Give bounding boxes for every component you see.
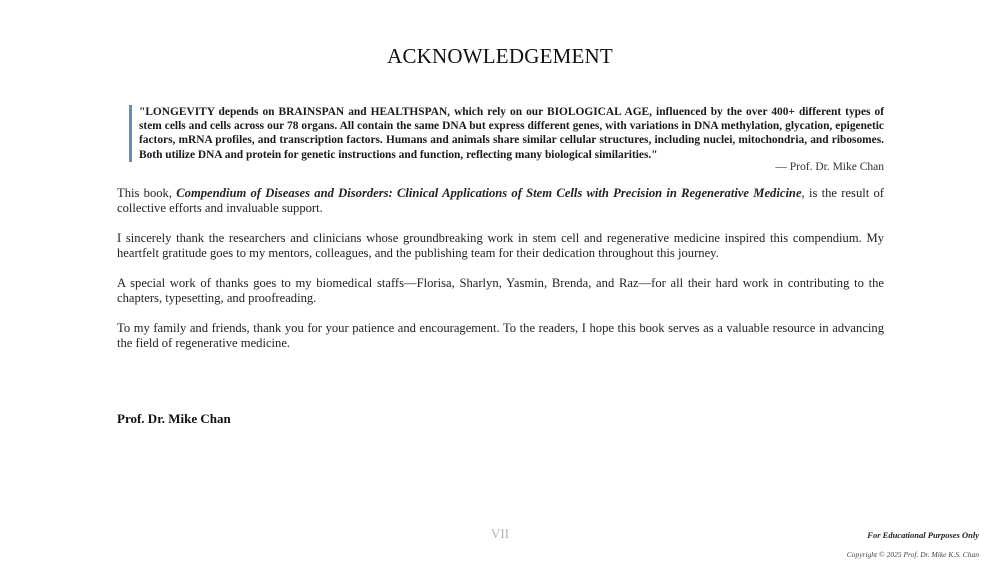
page-number: VII [490, 526, 510, 541]
quote-attribution: — Prof. Dr. Mike Chan [775, 161, 884, 173]
paragraph-intro-lead: This book, [117, 186, 177, 200]
footer-note: For Educational Purposes Only [867, 530, 979, 540]
book-title: Compendium of Diseases and Disorders: Clinical Applications of Stem Cells with Precision in Regenerative Medicine [176, 186, 802, 200]
signature: Prof. Dr. Mike Chan [117, 411, 231, 426]
paragraph-intro [117, 186, 884, 216]
paragraph-family: To my family and friends, thank you for your patience and encouragement. To the readers, I hope this book serves as a valuable resource in advancing the field of regenerative medicine. [117, 321, 884, 351]
paragraph-researchers: I sincerely thank the researchers and clinicians whose groundbreaking work in stem cell and regenerative medicine inspired this compendium. My heartfelt gratitude goes to my mentors, colleagues, and the publishing team for their dedication throughout this journey. [117, 231, 884, 261]
page-title: ACKNOWLEDGEMENT [387, 44, 613, 68]
paragraph-staff: A special work of thanks goes to my biomedical staffs—Florisa, Sharlyn, Yasmin, Brenda, and Raz—for all their hard work in contributing to the chapters, typesetting, and proofreading. [117, 276, 884, 306]
quote-text: "LONGEVITY depends on BRAINSPAN and HEALTHSPAN, which rely on our BIOLOGICAL AGE, influenced by the over 400+ different types of stem cells and cells across our 78 organs. All contain the same DNA but express different genes, with variations in DNA methylation, glycation, epigenetic factors, mRNA profiles, and transcription factors. Humans and animals share similar cellular structures, including nuclei, mitochondria, and ribosomes. Both utilize DNA and protein for genetic instructions and function, reflecting many biological similarities." [139, 106, 884, 161]
blockquote [129, 105, 884, 162]
footer-copyright: Copyright © 2025 Prof. Dr. Mike K.S. Chan [846, 550, 979, 559]
paragraph-intro-tail: , is the result of collective efforts and invaluable support. [117, 186, 884, 216]
